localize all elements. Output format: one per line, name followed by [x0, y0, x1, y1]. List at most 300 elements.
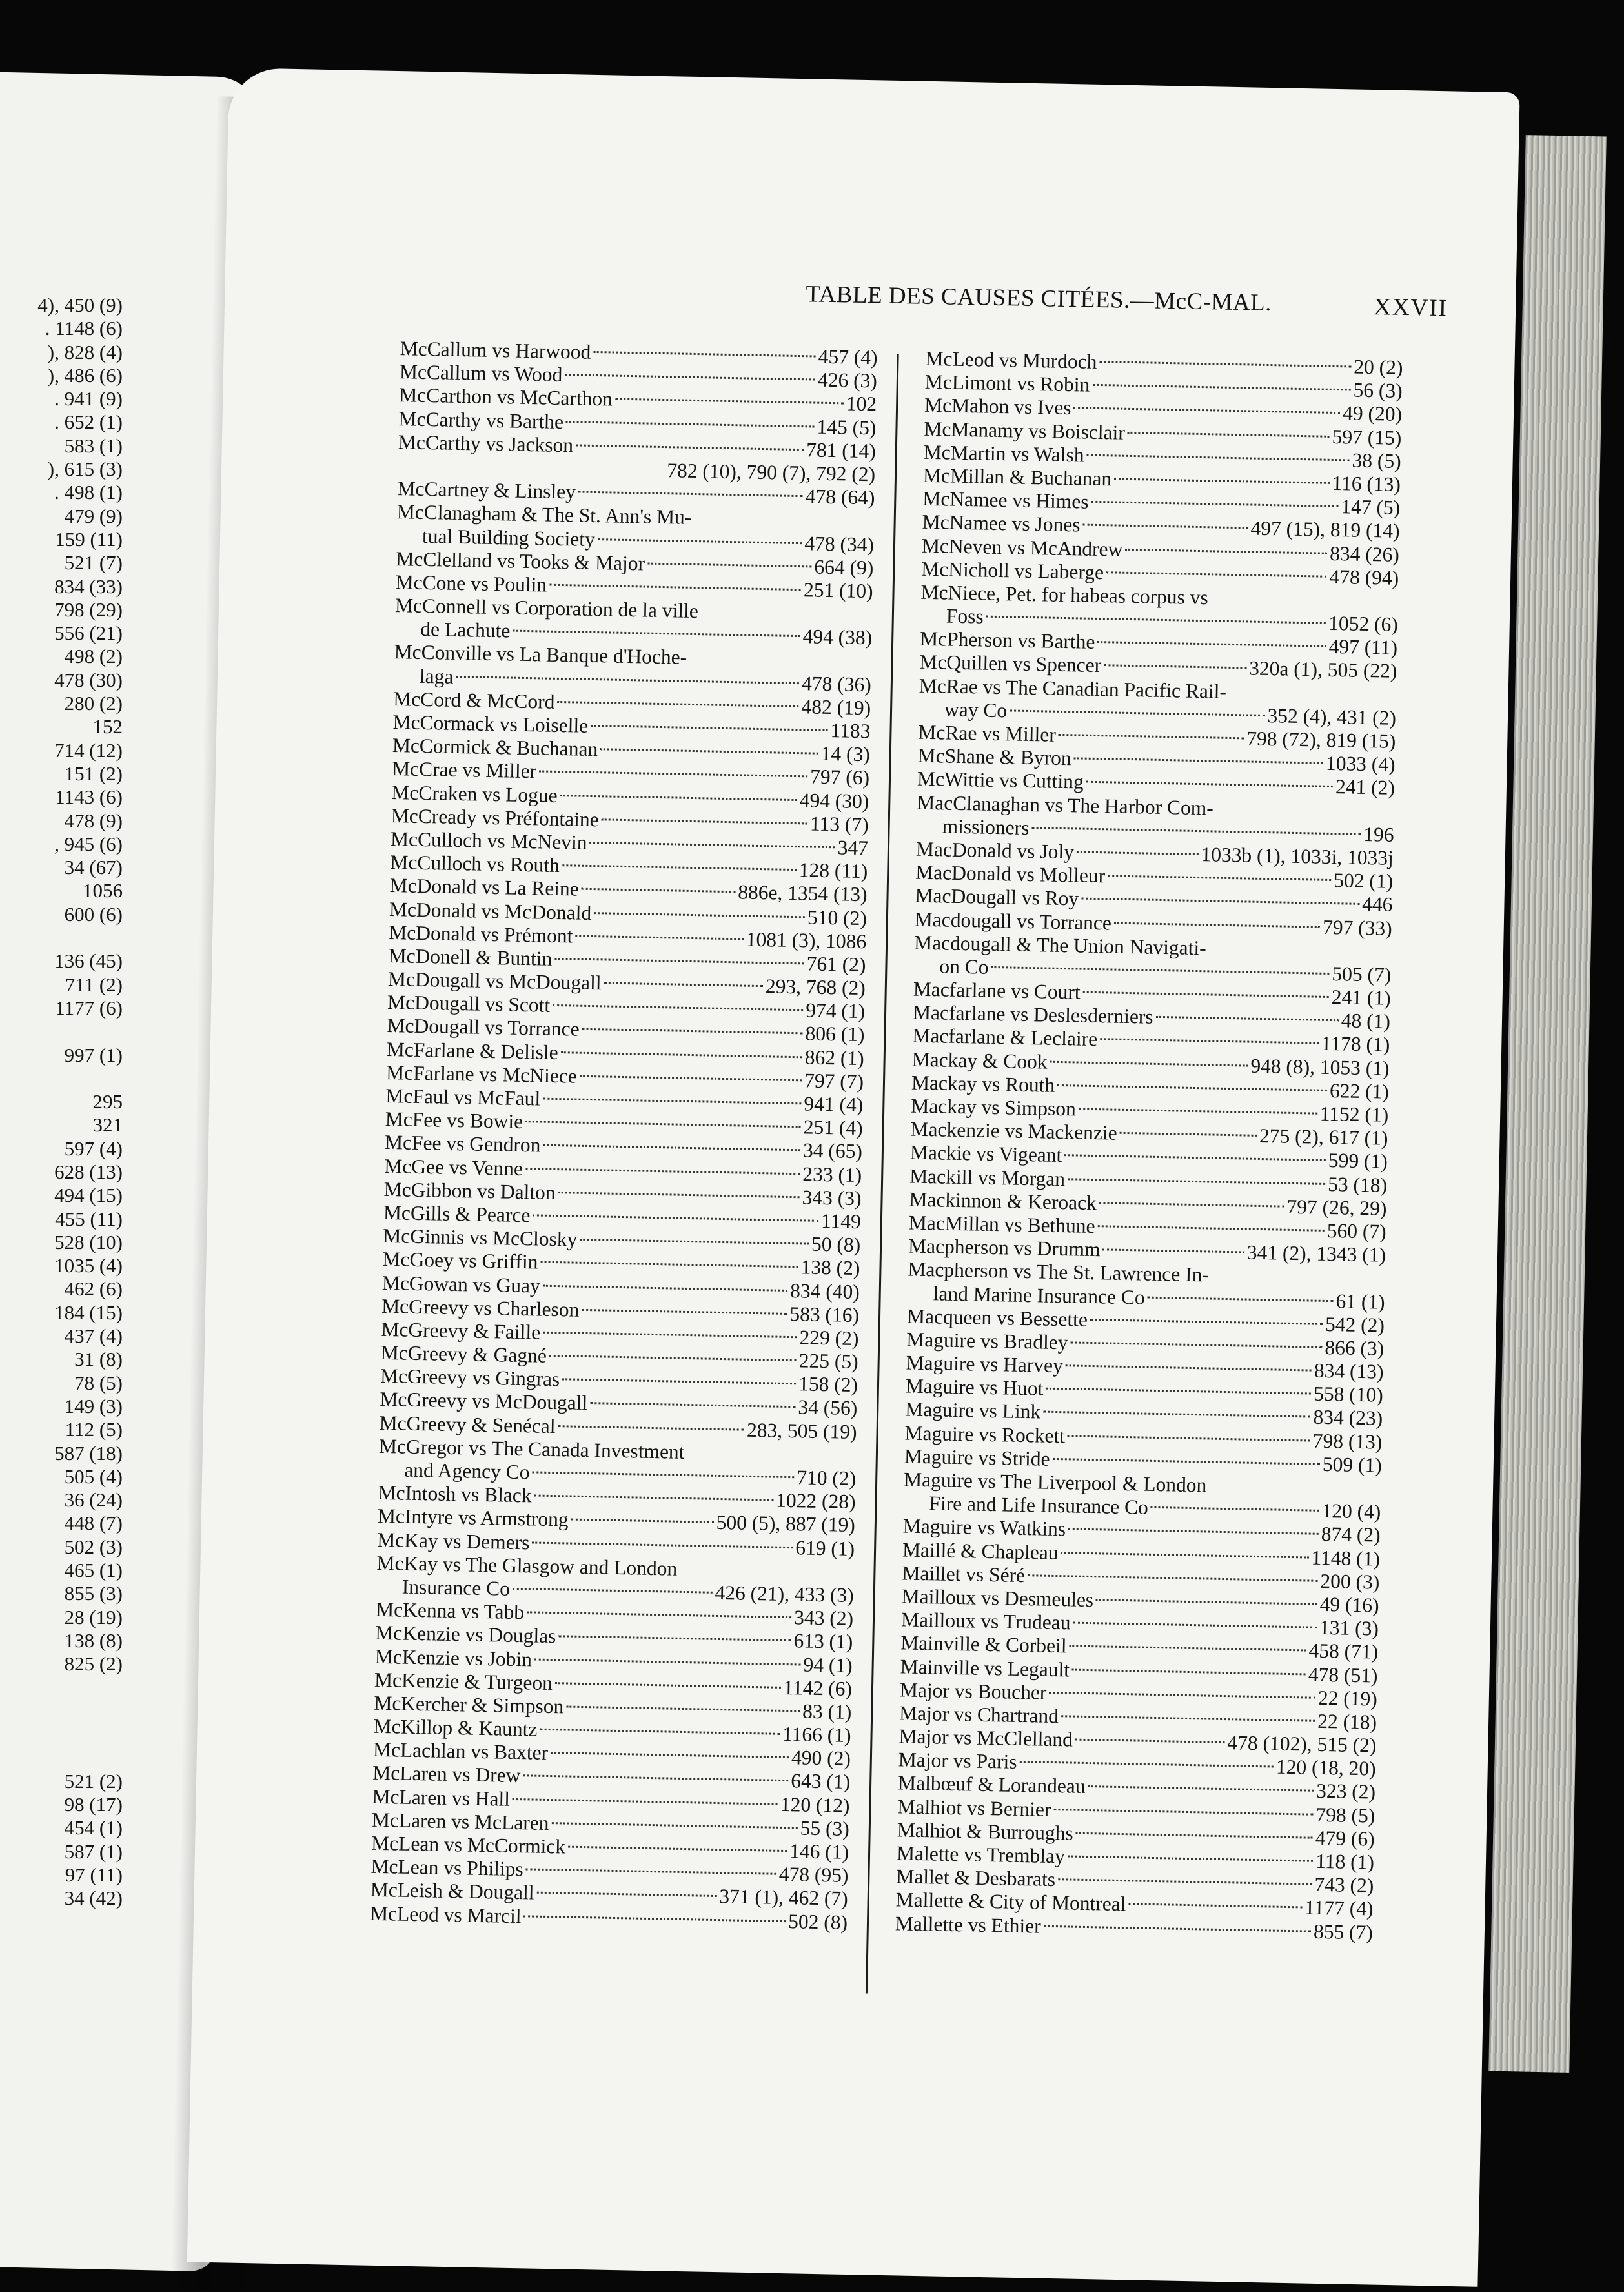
case-name: Mailloux vs Trudeau	[900, 1608, 1071, 1634]
dot-leader	[1059, 734, 1244, 740]
page-reference: 94 (1)	[803, 1653, 853, 1677]
page-reference: 497 (15), 819 (14)	[1250, 516, 1400, 543]
page-reference: 1148 (1)	[1311, 1546, 1381, 1570]
page-reference: 113 (7)	[809, 812, 869, 836]
dot-leader	[580, 1239, 809, 1245]
case-name: Malette vs Tremblay	[896, 1841, 1066, 1868]
case-name: McDonald vs Prémont	[389, 920, 573, 948]
right-page	[187, 68, 1520, 2287]
dot-leader	[1099, 1202, 1284, 1208]
page-reference: 128 (11)	[798, 858, 868, 883]
page-reference: 138 (2)	[800, 1255, 860, 1280]
case-name: McKercher & Simpson	[374, 1691, 564, 1718]
case-name: Mackinnon & Keroack	[909, 1188, 1097, 1214]
case-name: McLeod vs Murdoch	[925, 347, 1097, 373]
page-reference: 509 (1)	[1322, 1452, 1383, 1477]
dot-leader	[543, 1098, 801, 1105]
case-name: McGinnis vs McClosky	[382, 1224, 578, 1251]
dot-leader	[1076, 1832, 1313, 1838]
left-fragment-line: 295	[92, 1090, 123, 1113]
page-reference: 53 (18)	[1327, 1172, 1388, 1197]
page-reference: 229 (2)	[799, 1326, 859, 1350]
left-fragment-line: 437 (4)	[64, 1324, 123, 1348]
case-name: McFee vs Bowie	[385, 1108, 523, 1133]
case-name: and Agency Co	[404, 1458, 530, 1484]
case-name: McShane & Byron	[917, 744, 1072, 770]
dot-leader	[1068, 1528, 1319, 1535]
dot-leader	[580, 1075, 802, 1082]
dot-leader	[582, 1309, 787, 1315]
page-reference: 797 (33)	[1322, 915, 1393, 940]
dot-leader	[1148, 1296, 1334, 1302]
page-content	[312, 271, 1539, 1944]
left-fragment-line: 478 (30)	[54, 668, 123, 691]
case-name: McCartney & Linsley	[397, 477, 576, 503]
page-reference: 118 (1)	[1315, 1849, 1375, 1874]
case-name: McGreevy & Gagné	[380, 1341, 547, 1367]
dot-leader	[524, 1915, 786, 1922]
dot-leader	[986, 616, 1326, 624]
left-fragment-line: , 945 (6)	[54, 832, 123, 855]
page-reference: 479 (6)	[1315, 1826, 1375, 1851]
dot-leader	[1066, 1364, 1312, 1371]
left-fragment-line: 36 (24)	[64, 1488, 123, 1512]
dot-leader	[571, 1519, 714, 1523]
case-name: Mailloux vs Desmeules	[901, 1585, 1094, 1612]
page-reference: 116 (13)	[1332, 471, 1401, 496]
dot-leader	[539, 771, 807, 778]
dot-leader	[527, 1611, 791, 1618]
left-fragment-line: ), 828 (4)	[47, 340, 123, 363]
case-name: Mainville vs Legault	[900, 1654, 1070, 1681]
left-fragment-line: 587 (18)	[54, 1441, 123, 1465]
dot-leader	[1114, 478, 1329, 483]
case-name: McMahon vs Ives	[924, 394, 1071, 420]
case-name: Macfarlane vs Court	[913, 977, 1081, 1004]
left-fragment-line: ), 486 (6)	[47, 363, 123, 387]
case-name: Maguire vs Stride	[904, 1445, 1050, 1470]
dot-leader	[549, 584, 801, 591]
dot-leader	[558, 1425, 745, 1431]
case-name: MacDonald vs Joly	[915, 837, 1075, 864]
case-name: McKenna vs Tabb	[375, 1597, 525, 1624]
page-reference: 478 (51)	[1308, 1663, 1378, 1687]
left-fragment-line	[0, 1746, 123, 1769]
case-name: McNamee vs Jones	[922, 511, 1081, 536]
case-name: McLaren vs Drew	[372, 1761, 521, 1787]
case-name: McDonald vs McDonald	[389, 897, 592, 924]
dot-leader	[589, 842, 835, 848]
case-name: McCarthon vs McCarthon	[398, 383, 613, 411]
dot-leader	[566, 421, 815, 427]
page-reference: 145 (5)	[817, 415, 877, 439]
left-fragment-line	[0, 1723, 123, 1746]
dot-leader	[558, 1636, 791, 1642]
case-name: Maguire vs Bradley	[906, 1328, 1068, 1354]
page-reference: 1052 (6)	[1328, 611, 1399, 636]
left-fragment-line: 31 (8)	[74, 1348, 123, 1371]
dot-leader	[1097, 641, 1326, 647]
case-name: Maguire vs The Liverpool & London	[903, 1468, 1207, 1497]
page-reference: 20 (2)	[1353, 355, 1403, 379]
page-reference: 490 (2)	[791, 1746, 851, 1770]
case-name: Macdougall & The Union Navigati-	[913, 931, 1207, 959]
case-name: McGowan vs Guay	[381, 1271, 541, 1297]
dot-leader	[1114, 922, 1320, 928]
page-reference: 619 (1)	[795, 1536, 855, 1560]
left-fragment-line: 528 (10)	[54, 1230, 123, 1253]
page-reference: 38 (5)	[1352, 449, 1401, 472]
case-name: McNeven vs McAndrew	[921, 534, 1123, 561]
left-fragment-line: 494 (15)	[54, 1184, 123, 1207]
case-name: McKenzie vs Douglas	[375, 1621, 556, 1648]
case-name: Fire and Life Insurance Co	[929, 1492, 1149, 1519]
case-name: McCraken vs Logue	[391, 780, 558, 807]
dot-leader	[1108, 875, 1331, 881]
page-reference: 941 (4)	[804, 1092, 864, 1117]
left-fragment-line: 1035 (4)	[54, 1254, 123, 1277]
dot-leader	[523, 1775, 788, 1782]
page-reference: 131 (3)	[1319, 1616, 1379, 1640]
page-reference: 599 (1)	[1328, 1149, 1388, 1173]
case-name: Macdougall vs Torrance	[914, 908, 1112, 934]
dot-leader	[560, 795, 797, 801]
case-name: McCallum vs Wood	[399, 360, 563, 387]
dot-leader	[1075, 1739, 1225, 1743]
case-name: land Marine Insurance Co	[933, 1281, 1146, 1309]
case-name: McFee vs Gendron	[384, 1131, 541, 1157]
case-name: Mallet & Desbarats	[896, 1865, 1056, 1891]
case-name: Maillet vs Séré	[902, 1561, 1026, 1587]
page-reference: 233 (1)	[802, 1162, 862, 1186]
page-reference: 1152 (1)	[1319, 1102, 1389, 1126]
case-name: McGills & Pearce	[383, 1201, 531, 1227]
case-name: McCarthy vs Barthe	[398, 407, 564, 433]
dot-leader	[1061, 1552, 1308, 1558]
case-name: Maillé & Chapleau	[902, 1538, 1059, 1564]
page-reference: 371 (1), 462 (7)	[718, 1885, 849, 1911]
left-fragment-line: 4), 450 (9)	[37, 294, 123, 316]
page-reference: 834 (13)	[1314, 1359, 1384, 1383]
left-fragment-line: 136 (45)	[54, 949, 123, 973]
dot-leader	[534, 1658, 801, 1665]
page-reference: 61 (1)	[1335, 1289, 1385, 1313]
page-reference: 275 (2), 617 (1)	[1259, 1124, 1388, 1150]
left-fragment-line: 149 (3)	[64, 1394, 123, 1417]
left-fragment-line: 997 (1)	[64, 1043, 123, 1066]
dot-leader	[1068, 1178, 1325, 1185]
case-name: Mackay vs Simpson	[910, 1094, 1077, 1121]
left-fragment-line: . 652 (1)	[54, 411, 123, 434]
page-reference: 710 (2)	[797, 1466, 857, 1490]
dot-leader	[558, 1192, 800, 1198]
case-name: on Co	[939, 955, 989, 979]
case-name: McFarlane & Delisle	[386, 1037, 559, 1064]
page-reference: 478 (95)	[778, 1863, 849, 1887]
page-reference: 225 (5)	[798, 1349, 859, 1374]
dot-leader	[582, 1028, 803, 1035]
dot-leader	[1096, 1599, 1317, 1605]
case-name: Macqueen vs Bessette	[906, 1304, 1088, 1331]
dot-leader	[1050, 1060, 1248, 1066]
case-name: Mackay & Cook	[911, 1048, 1048, 1073]
dot-leader	[568, 1846, 787, 1852]
dot-leader	[513, 630, 800, 638]
left-page-fragments	[0, 294, 123, 1910]
case-name: Macpherson vs The St. Lawrence In-	[908, 1257, 1210, 1286]
case-name: McLean vs McCormick	[370, 1831, 566, 1858]
dot-leader	[566, 1705, 800, 1712]
left-fragment-line: 280 (2)	[64, 692, 123, 715]
case-name: Mainville & Corbeil	[900, 1631, 1067, 1658]
dot-leader	[536, 1892, 716, 1897]
page-reference: 34 (65)	[802, 1139, 863, 1163]
page-reference: 797 (6)	[809, 765, 870, 789]
dot-leader	[1100, 1039, 1319, 1045]
left-fragment-line: 184 (15)	[54, 1301, 123, 1324]
left-fragment-line	[0, 1676, 123, 1699]
case-name: McFarlane vs McNiece	[385, 1060, 578, 1088]
dot-leader	[551, 1822, 797, 1829]
left-fragment-line: 151 (2)	[64, 762, 123, 785]
dot-leader	[594, 912, 805, 918]
page-reference: 158 (2)	[798, 1372, 858, 1397]
case-name: McGregor vs The Canada Investment	[378, 1434, 685, 1463]
case-name: McLaren vs Hall	[372, 1785, 511, 1810]
page-reference: 478 (102), 515 (2)	[1227, 1731, 1377, 1757]
dot-leader	[1053, 1458, 1320, 1465]
case-name: Mackenzie vs Mackenzie	[910, 1117, 1117, 1144]
left-fragment-line: 587 (1)	[64, 1840, 123, 1863]
left-fragment-line: 78 (5)	[74, 1371, 123, 1394]
case-name: Insurance Co	[401, 1575, 511, 1600]
case-name: McCord & McCord	[392, 687, 555, 713]
case-name: McIntyre vs Armstrong	[377, 1505, 569, 1531]
dot-leader	[543, 1144, 800, 1151]
dot-leader	[1099, 361, 1351, 367]
dot-leader	[1073, 1622, 1317, 1628]
left-fragment-line: 825 (2)	[64, 1652, 123, 1676]
dot-leader	[1083, 524, 1248, 529]
page-reference: 120 (12)	[780, 1792, 850, 1817]
dot-leader	[590, 1403, 795, 1408]
page-reference: 1022 (28)	[775, 1488, 856, 1514]
dot-leader	[1031, 827, 1361, 835]
case-name: Mallette vs Ethier	[895, 1911, 1041, 1938]
dot-leader	[540, 1261, 798, 1268]
page-reference: 781 (14)	[806, 438, 877, 463]
case-name: McKenzie vs Jobin	[374, 1645, 533, 1670]
dot-leader	[533, 1214, 818, 1221]
dot-leader	[582, 888, 736, 893]
case-name: way Co	[944, 698, 1008, 722]
left-fragment-line: 97 (11)	[65, 1863, 123, 1886]
left-fragment-line	[0, 1699, 123, 1723]
left-fragment-line	[0, 1020, 123, 1043]
page-reference: 147 (5)	[1341, 495, 1401, 520]
dot-leader	[1061, 1715, 1315, 1722]
page-reference: 497 (11)	[1328, 635, 1398, 660]
case-name: McDougall vs McDougall	[387, 968, 602, 995]
case-name: McDougall vs Torrance	[387, 1014, 580, 1041]
case-name: McGreevy vs Charleson	[381, 1294, 580, 1321]
page-reference: 1178 (1)	[1321, 1032, 1390, 1057]
page-reference: 283, 505 (19)	[746, 1418, 857, 1443]
dot-leader	[543, 1284, 787, 1291]
page-reference: 613 (1)	[793, 1629, 853, 1654]
case-name: Maguire vs Huot	[905, 1374, 1044, 1400]
page-reference: 50 (8)	[811, 1232, 861, 1257]
dot-leader	[1057, 1084, 1327, 1091]
left-fragment-line: 1143 (6)	[55, 786, 123, 809]
page-reference: 510 (2)	[807, 905, 868, 929]
case-name: Malhiot vs Bernier	[897, 1795, 1051, 1821]
case-name: McConville vs La Banque d'Hoche-	[394, 640, 687, 669]
dot-leader	[576, 444, 804, 451]
dot-leader	[525, 1168, 800, 1175]
page-reference: 643 (1)	[791, 1769, 851, 1794]
dot-leader	[615, 398, 844, 405]
dot-leader	[1090, 1319, 1323, 1325]
left-fragment-line: 714 (12)	[54, 738, 123, 762]
page-reference: 55 (3)	[800, 1816, 850, 1840]
page-reference: 22 (19)	[1317, 1686, 1378, 1710]
left-fragment-line: . 498 (1)	[54, 481, 123, 504]
page-reference: 761 (2)	[806, 952, 866, 977]
dot-leader	[513, 1798, 778, 1805]
dot-leader	[593, 351, 815, 358]
page-reference: 798 (13)	[1312, 1429, 1383, 1454]
case-name: McLean vs Philips	[370, 1854, 524, 1881]
left-fragment-line: 478 (9)	[64, 809, 123, 832]
page-reference: 558 (10)	[1313, 1382, 1384, 1406]
page-reference: 352 (4), 431 (2)	[1267, 704, 1397, 729]
page-reference: 494 (30)	[799, 788, 869, 813]
page-reference: 948 (8), 1053 (1)	[1250, 1054, 1390, 1080]
dot-leader	[600, 748, 818, 754]
dot-leader	[1092, 384, 1350, 391]
left-fragment-line: 465 (1)	[64, 1559, 123, 1582]
case-name: Major vs Paris	[898, 1748, 1017, 1774]
page-reference: 293, 768 (2)	[765, 975, 866, 1000]
dot-leader	[533, 1471, 795, 1478]
case-name: McNamee vs Himes	[922, 487, 1089, 513]
page-reference: 834 (26)	[1329, 542, 1400, 566]
case-name: Maguire vs Rockett	[904, 1421, 1066, 1447]
page-reference: 83 (1)	[802, 1699, 852, 1723]
case-name: McManamy vs Boisclair	[924, 417, 1126, 444]
running-title: TABLE DES CAUSES CITÉES.—McC-MAL.	[806, 281, 1272, 317]
page-reference: 834 (23)	[1313, 1406, 1383, 1430]
dot-leader	[549, 1355, 797, 1361]
dot-leader	[1046, 1388, 1311, 1395]
dot-leader	[1020, 1761, 1274, 1768]
page-reference: 505 (7)	[1332, 962, 1392, 986]
page-reference: 886e, 1354 (13)	[737, 880, 868, 906]
page-reference: 22 (18)	[1317, 1709, 1377, 1734]
case-name: Mackie vs Vigeant	[909, 1141, 1062, 1167]
page-reference: 874 (2)	[1321, 1523, 1381, 1547]
dot-leader	[1091, 501, 1338, 507]
page-reference: 241 (1)	[1331, 986, 1391, 1009]
dot-leader	[513, 1588, 713, 1594]
case-name: McRae vs The Canadian Pacific Rail-	[919, 674, 1227, 703]
left-fragment-line	[0, 926, 123, 949]
dot-leader	[562, 1379, 796, 1385]
left-fragment-line: . 1148 (6)	[45, 317, 123, 340]
page-reference: 1149	[820, 1209, 862, 1233]
page-reference: 1177 (4)	[1304, 1896, 1374, 1920]
left-fragment-line: 152	[92, 715, 123, 738]
page-reference: 974 (1)	[805, 999, 866, 1023]
page-reference: 502 (1)	[1333, 869, 1394, 893]
page-reference: 426 (21), 433 (3)	[715, 1581, 855, 1607]
page-reference: 146 (1)	[789, 1840, 849, 1863]
left-fragment-line: 834 (33)	[54, 574, 123, 598]
case-name: Mackill vs Morgan	[909, 1164, 1066, 1190]
dot-leader	[1074, 407, 1341, 414]
dot-leader	[1106, 571, 1327, 578]
case-name: Major vs Boucher	[899, 1678, 1047, 1704]
dot-leader	[1128, 431, 1330, 437]
page-reference: 120 (4)	[1321, 1499, 1381, 1523]
case-name: Malhiot & Burroughs	[897, 1818, 1074, 1845]
left-fragment-line: 583 (1)	[64, 434, 123, 457]
left-fragment-line: 505 (4)	[64, 1465, 123, 1488]
page-reference: 241 (2)	[1335, 775, 1396, 800]
dot-leader	[591, 725, 827, 731]
case-name: McNiece, Pet. for habeas corpus vs	[920, 580, 1209, 609]
dot-leader	[1104, 665, 1246, 669]
page-reference: 862 (1)	[804, 1046, 865, 1070]
dot-leader	[578, 491, 803, 498]
left-fragment-line	[0, 1067, 123, 1090]
left-fragment-line: 479 (9)	[64, 504, 123, 527]
page-reference: 200 (3)	[1320, 1569, 1380, 1594]
page-reference: 664 (9)	[814, 555, 874, 579]
left-fragment-line: 448 (7)	[64, 1512, 123, 1535]
left-fragment-line: 112 (5)	[65, 1418, 123, 1441]
dot-leader	[1156, 1016, 1339, 1021]
page-reference: 797 (7)	[804, 1069, 864, 1093]
left-fragment-line: 521 (7)	[64, 551, 123, 574]
case-name: McCormick & Buchanan	[392, 734, 598, 761]
page-reference: 597 (15)	[1332, 425, 1402, 449]
page-reference: 426 (3)	[817, 368, 878, 392]
left-fragment-line: . 941 (9)	[54, 387, 123, 411]
left-fragment-line: 498 (2)	[64, 645, 123, 668]
dot-leader	[1103, 1248, 1244, 1253]
case-name: McKillop & Kauntz	[373, 1714, 538, 1741]
dot-leader	[1077, 851, 1199, 855]
case-name: MacDougall vs Roy	[915, 884, 1079, 910]
left-fragment-line: ), 615 (3)	[47, 458, 123, 481]
case-name: McMartin vs Walsh	[923, 440, 1084, 467]
case-name: de Lachute	[420, 618, 511, 642]
page-reference: 622 (1)	[1329, 1079, 1390, 1103]
left-fragment-line: 455 (11)	[55, 1207, 123, 1230]
left-fragment-line: 1056	[83, 879, 123, 902]
dot-leader	[1028, 1574, 1317, 1582]
page-reference: 341 (2), 1343 (1)	[1246, 1241, 1386, 1266]
case-name: missioners	[942, 815, 1030, 839]
page-number: XXVII	[1373, 294, 1448, 322]
dot-leader	[1087, 454, 1350, 461]
dot-leader	[562, 864, 797, 871]
dot-leader	[554, 958, 804, 964]
index-column-left	[370, 337, 878, 1934]
left-fragment-line: 34 (67)	[64, 856, 123, 879]
